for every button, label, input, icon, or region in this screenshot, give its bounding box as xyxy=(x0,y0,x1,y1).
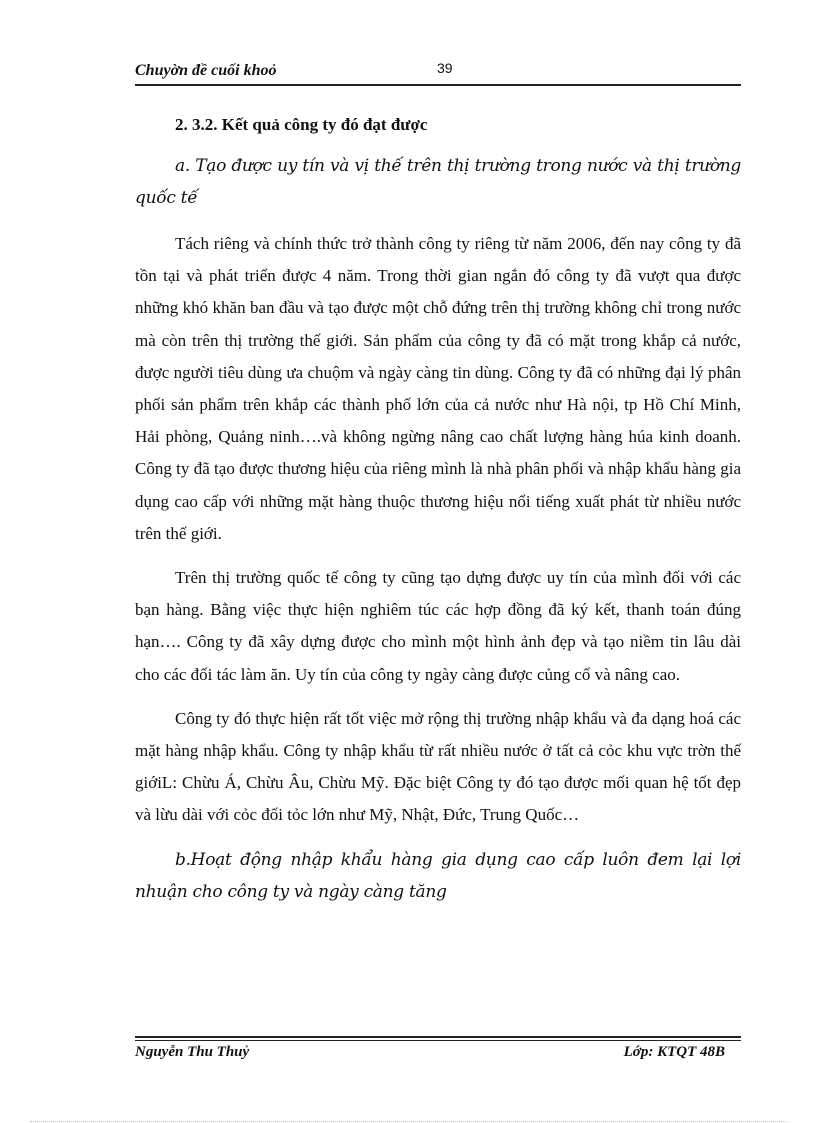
page-header xyxy=(135,58,741,86)
footer-rule-thin xyxy=(135,1040,741,1041)
section-heading: 2. 3.2. Kết quả công ty đó đạt được xyxy=(175,115,428,134)
subheading-b: b.Hoạt động nhập khẩu hàng gia dụng cao cấp luôn đem lại lợi nhuận cho công ty và ngày càng tăng xyxy=(135,849,741,902)
page-number: 39 xyxy=(437,60,453,76)
footer-rule xyxy=(135,1036,741,1038)
paragraph-3: Công ty đó thực hiện rất tốt việc mở rộng thị trường nhập khẩu và đa dạng hoá các mặt hàng nhập khẩu. Công ty nhập khẩu từ rất nhiều nước ở tất cả cỏc khu vực trờn thế giớiL: Chừu Á, Chừu Âu, Chừu Mỹ. Đặc biệt Công ty đó tạo được mối quan hệ tốt đẹp và lừu dài với cỏc đối tỏc lớn như Mỹ, Nhật, Đức, Trung Quốc… xyxy=(135,708,741,825)
paragraph-1: Tách riêng và chính thức trở thành công ty riêng từ năm 2006, đến nay công ty đã tồn tại và phát triển được 4 năm. Trong thời gian ngắn đó công ty đã vượt qua được những khó khăn ban đầu và tạo được một chỗ đứng trên thị trường không chỉ trong nước mà còn trên thị trường thế giới. Sản phẩm của công ty đã có mặt trong khắp cả nước, được người tiêu dùng ưa chuộm và ngày càng tin dùng. Công ty đã có những đại lý phân phối sản phẩm trên khắp các thành phố lớn của cả nước như Hà nội, tp Hồ Chí Minh, Hải phòng, Quảng ninh….và không ngừng nâng cao chất lượng hàng húa kinh doanh. Công ty đã tạo được thương hiệu của riêng mình là nhà phân phối và nhập khẩu hàng gia dụng cao cấp với những mặt hàng thuộc thương hiệu nổi tiếng xuất phát từ nhiều nước trên thế giới. xyxy=(135,234,741,543)
footer-class: Lớp: KTQT 48B xyxy=(623,1044,725,1060)
paragraph-2: Trên thị trường quốc tế công ty cũng tạo dựng được uy tín của mình đối với các bạn hàng. Bằng việc thực hiện nghiêm túc các hợp đồng đã ký kết, thanh toán đúng hạn…. Công ty đã xây dựng được cho mình một hình ảnh đẹp và tạo niềm tin lâu dài cho các đối tác làm ăn. Uy tín của công ty ngày càng được củng cố và nâng cao. xyxy=(135,568,741,684)
header-title: Chuyờn đề cuối khoỏ xyxy=(135,62,277,79)
page-body xyxy=(135,112,741,922)
header-rule xyxy=(135,84,741,86)
footer-author: Nguyễn Thu Thuỷ xyxy=(135,1044,250,1060)
page-bottom-border xyxy=(30,1121,786,1122)
subheading-a: a. Tạo được uy tín và vị thế trên thị trường trong nước và thị trường quốc tế xyxy=(135,156,741,208)
